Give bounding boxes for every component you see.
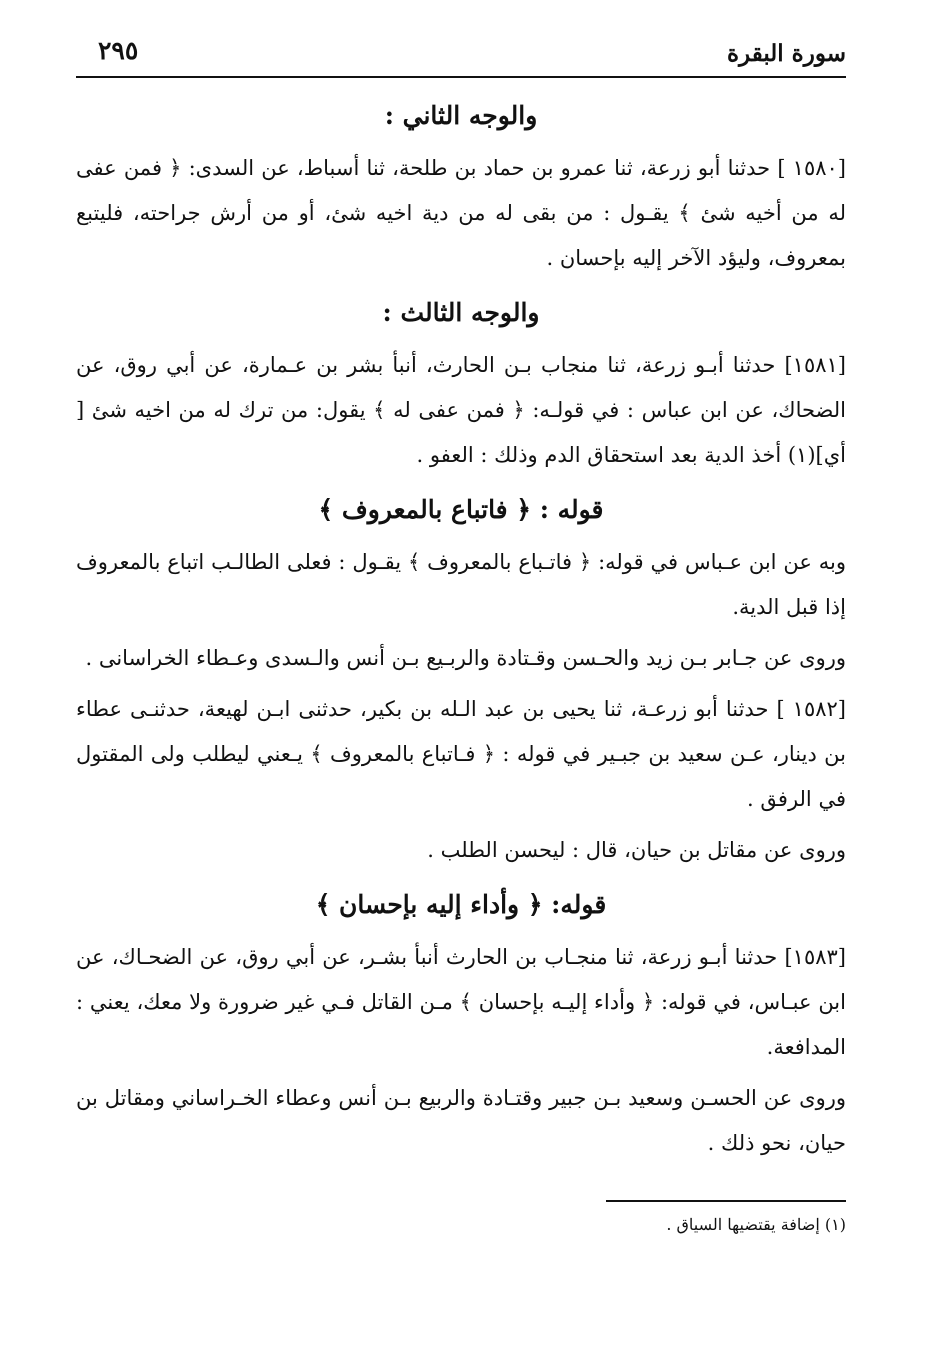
commentary-paragraph: وروى عن مقاتل بن حيان، قال : ليحسن الطلب . [427,838,846,862]
commentary-paragraph: وروى عن الحسـن وسعيد بـن جبير وقتـادة والربيع بـن أنس وعطاء الخـراساني ومقاتل بن حيان، نحو ذلك . [76,1086,846,1155]
page-number: ٢٩٥ [98,36,139,65]
section-heading: والوجه الثالث : [382,298,540,327]
verse-heading: قوله : ﴿ فاتباع بالمعروف ﴾ [318,495,604,524]
commentary-paragraph: وبه عن ابن عـباس في قوله: ﴿ فاتـباع بالمعروف ﴾ يقـول : فعلى الطالـب اتباع بالمعروف إذا قبل الدية. [76,550,846,619]
hadith-paragraph: [١٥٨٠ ] حدثنا أبو زرعة، ثنا عمرو بن حماد بن طلحة، ثنا أسباط، عن السدى: ﴿ فمن عفى له من أخيه شئ ﴾ يقـول : من بقى له من دية اخيه شئ، أو من أرش جراحته، فليتبع بمعروف، وليؤد الآخر إليه بإحسان . [76,156,846,270]
section-heading: والوجه الثاني : [384,101,538,130]
footnote-divider [606,1200,846,1202]
hadith-paragraph: [١٥٨٣] حدثنا أبـو زرعة، ثنا منجـاب بن الحارث أنبأ بشـر، عن أبي روق، عن الضحـاك، عن ابن عبـاس، في قوله: ﴿ وأداء إليـه بإحسان ﴾ مـن القاتل فـي غير ضرورة ولا معك، يعني : المدافعة. [76,945,846,1059]
running-header [76,32,846,78]
commentary-paragraph: وروى عن جـابر بـن زيد والحـسن وقـتادة والربـيع بـن أنس والـسدى وعـطاء الخراسانى . [85,646,846,670]
surah-title: سورة البقرة [726,40,846,67]
hadith-paragraph: [١٥٨٢ ] حدثنا أبو زرعـة، ثنا يحيى بن عبد الـله بن بكير، حدثنى ابـن لهيعة، حدثنـى عطاء بن دينار، عـن سعيد بن جبـير في قوله : ﴿ فـاتباع بالمعروف ﴾ يـعني ليطلب ولى المقتول في الرفق . [76,697,846,811]
hadith-paragraph: [١٥٨١] حدثنا أبـو زرعة، ثنا منجاب بـن الحارث، أنبأ بشر بن عـمارة، عن أبي روق، عن الضحاك، عن ابن عباس : في قولـه: ﴿ فمن عفى له ﴾ يقول: من ترك له من اخيه شئ [ أي](١) أخذ الدية بعد استحقاق الدم وذلك : العفو . [76,353,846,467]
verse-heading: قوله: ﴿ وأداء إليه بإحسان ﴾ [315,890,607,919]
book-page [76,32,846,1238]
footnote: (١) إضافة يقتضيها السياق . [666,1215,846,1234]
